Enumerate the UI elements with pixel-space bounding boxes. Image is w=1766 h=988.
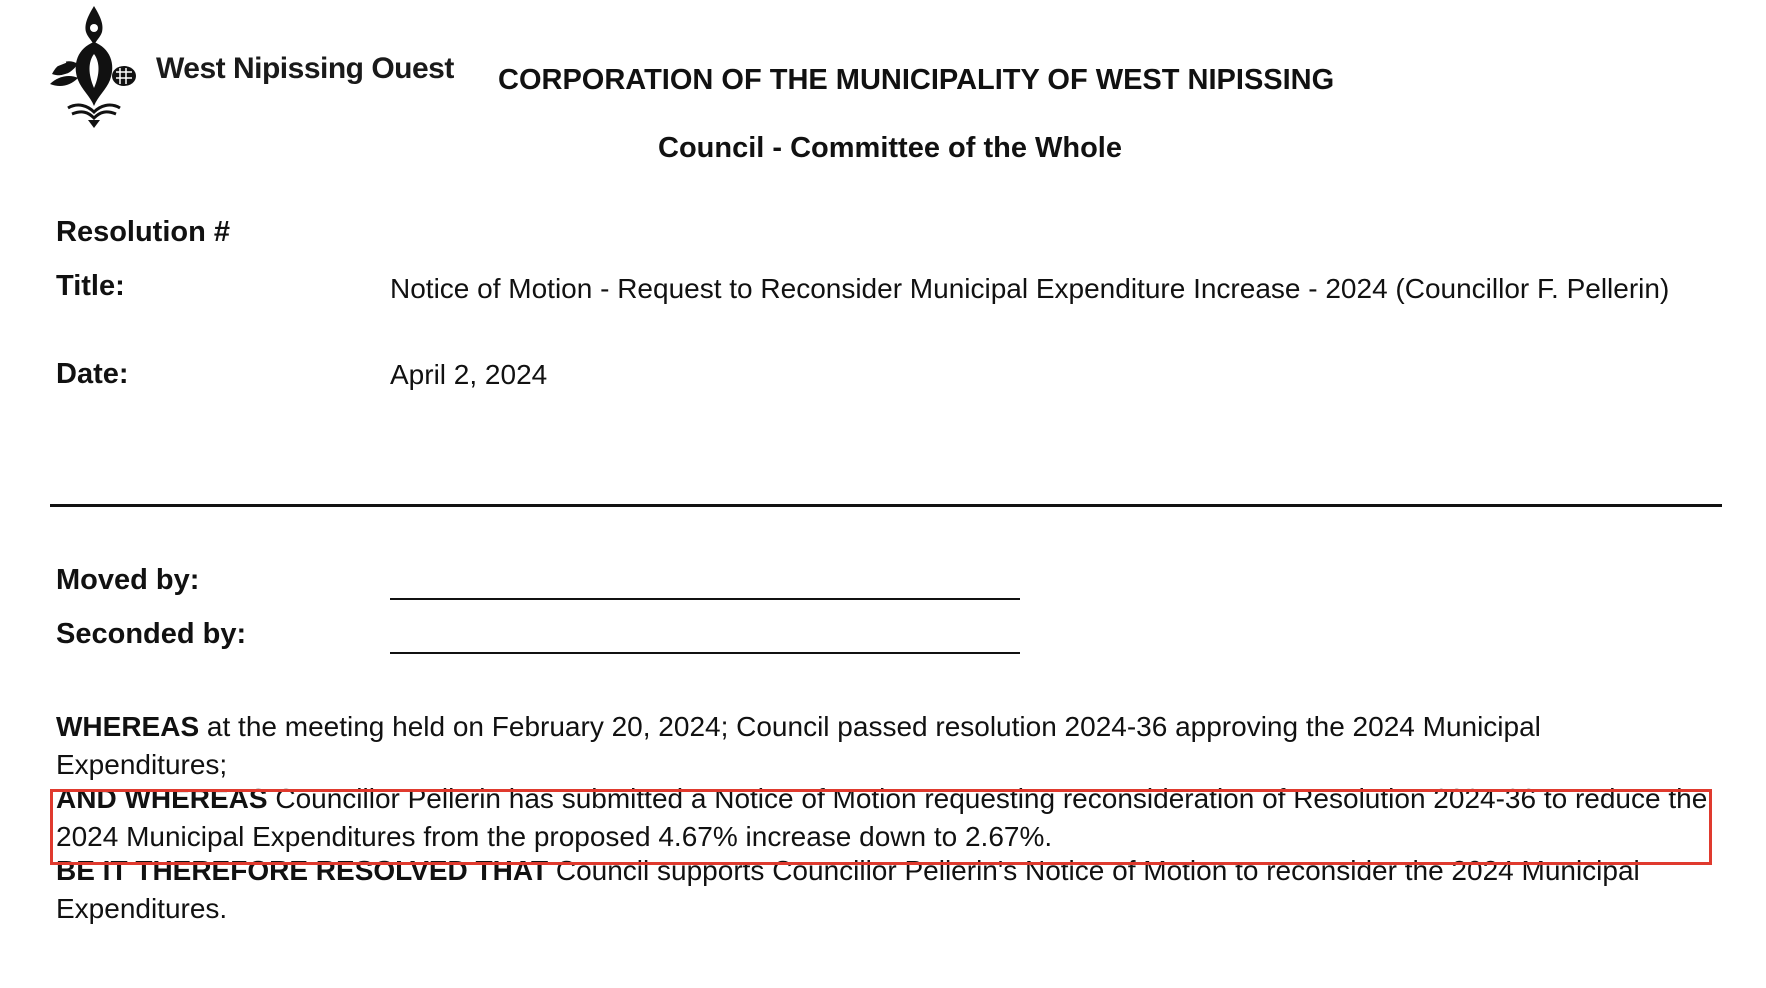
whereas-paragraph	[56, 708, 1716, 784]
section-divider	[50, 504, 1722, 507]
seconded-by-label: Seconded by:	[56, 618, 247, 650]
document-title-text: CORPORATION OF THE MUNICIPALITY OF WEST NIPISSING	[498, 64, 1335, 96]
date-value: April 2, 2024	[390, 359, 548, 390]
date-label: Date:	[56, 358, 129, 390]
title-value: Notice of Motion - Request to Reconsider Municipal Expenditure Increase - 2024 (Councillor F. Pellerin)	[390, 273, 1670, 304]
resolution-label: Resolution #	[56, 216, 231, 248]
logo-wordmark: West Nipissing Ouest	[156, 52, 454, 85]
municipality-logo-icon	[48, 2, 140, 130]
and-whereas-text: Councillor Pellerin has submitted a Notice of Motion requesting reconsideration of Resolution 2024-36 to reduce the 2024 Municipal Expenditures from the proposed 4.67% increase down to 2.67%.	[56, 783, 1708, 852]
whereas-text: at the meeting held on February 20, 2024; Council passed resolution 2024-36 approving the 2024 Municipal Expenditures;	[56, 711, 1541, 780]
title-label: Title:	[56, 270, 125, 302]
moved-by-label: Moved by:	[56, 564, 200, 596]
resolved-lead: BE IT THEREFORE RESOLVED THAT	[56, 855, 549, 886]
and-whereas-lead: AND WHEREAS	[56, 783, 268, 814]
whereas-lead: WHEREAS	[56, 711, 200, 742]
seconded-by-signature-line	[390, 652, 1020, 654]
document-subtitle: Council - Committee of the Whole	[658, 132, 1122, 164]
moved-by-signature-line	[390, 598, 1020, 600]
highlight-annotation-box	[50, 789, 1712, 865]
resolved-text: Council supports Councillor Pellerin's Notice of Motion to reconsider the 2024 Municipal Expenditures.	[56, 855, 1640, 924]
